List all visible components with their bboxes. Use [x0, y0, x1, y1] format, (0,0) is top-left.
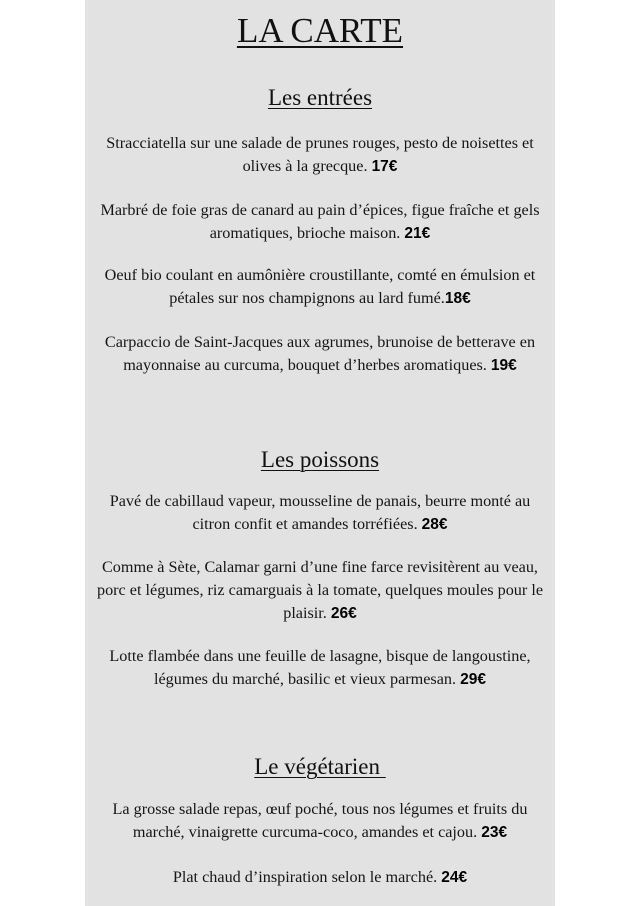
dish-item [93, 199, 547, 245]
dish-description: Lotte flambée dans une feuille de lasagne, bisque de langoustine, légumes du marché, basilic et vieux parmesan. [109, 647, 531, 688]
dish-price: 23€ [481, 824, 508, 841]
section-title-vegetarien: Le végétarien [254, 754, 386, 779]
dish-item [93, 264, 547, 310]
dish-description: La grosse salade repas, œuf poché, tous nos légumes et fruits du marché, vinaigrette curcuma-coco, amandes et cajou. [112, 800, 528, 841]
dish-item [93, 331, 547, 377]
dish-price: 24€ [441, 869, 468, 886]
dish-price: 28€ [421, 516, 448, 533]
dish-item [93, 798, 547, 844]
dish-price: 19€ [490, 357, 517, 374]
dish-item [93, 556, 547, 625]
dish-description: Pavé de cabillaud vapeur, mousseline de panais, beurre monté au citron confit et amandes torréfiées. [109, 492, 531, 533]
dish-item [93, 132, 547, 178]
dish-item [93, 866, 547, 889]
dish-description: Plat chaud d’inspiration selon le marché. [172, 868, 442, 886]
dish-description: Comme à Sète, Calamar garni d’une fine farce revisitèrent au veau, porc et légumes, riz camarguais à la tomate, quelques moules pour le plaisir. [96, 558, 544, 622]
dish-price: 26€ [330, 605, 357, 622]
dish-description: Carpaccio de Saint-Jacques aux agrumes, brunoise de betterave en mayonnaise au curcuma, bouquet d’herbes aromatiques. [104, 333, 536, 374]
dish-description: Marbré de foie gras de canard au pain d’épices, figue fraîche et gels aromatiques, brioche maison. [100, 201, 540, 242]
menu-title: LA CARTE [236, 11, 404, 50]
section-title-poissons: Les poissons [260, 447, 380, 472]
dish-item [93, 645, 547, 691]
menu-page [85, 0, 555, 906]
dish-description: Stracciatella sur une salade de prunes rouges, pesto de noisettes et olives à la grecque. [106, 134, 534, 175]
dish-price: 21€ [404, 225, 431, 242]
dish-price: 29€ [460, 671, 486, 688]
dish-description: Oeuf bio coulant en aumônière croustillante, comté en émulsion et pétales sur nos champignons au lard fumé. [104, 266, 536, 307]
dish-item [93, 490, 547, 536]
section-title-entrees: Les entrées [267, 85, 373, 110]
dish-price: 18€ [444, 290, 471, 307]
dish-price: 17€ [371, 158, 398, 175]
